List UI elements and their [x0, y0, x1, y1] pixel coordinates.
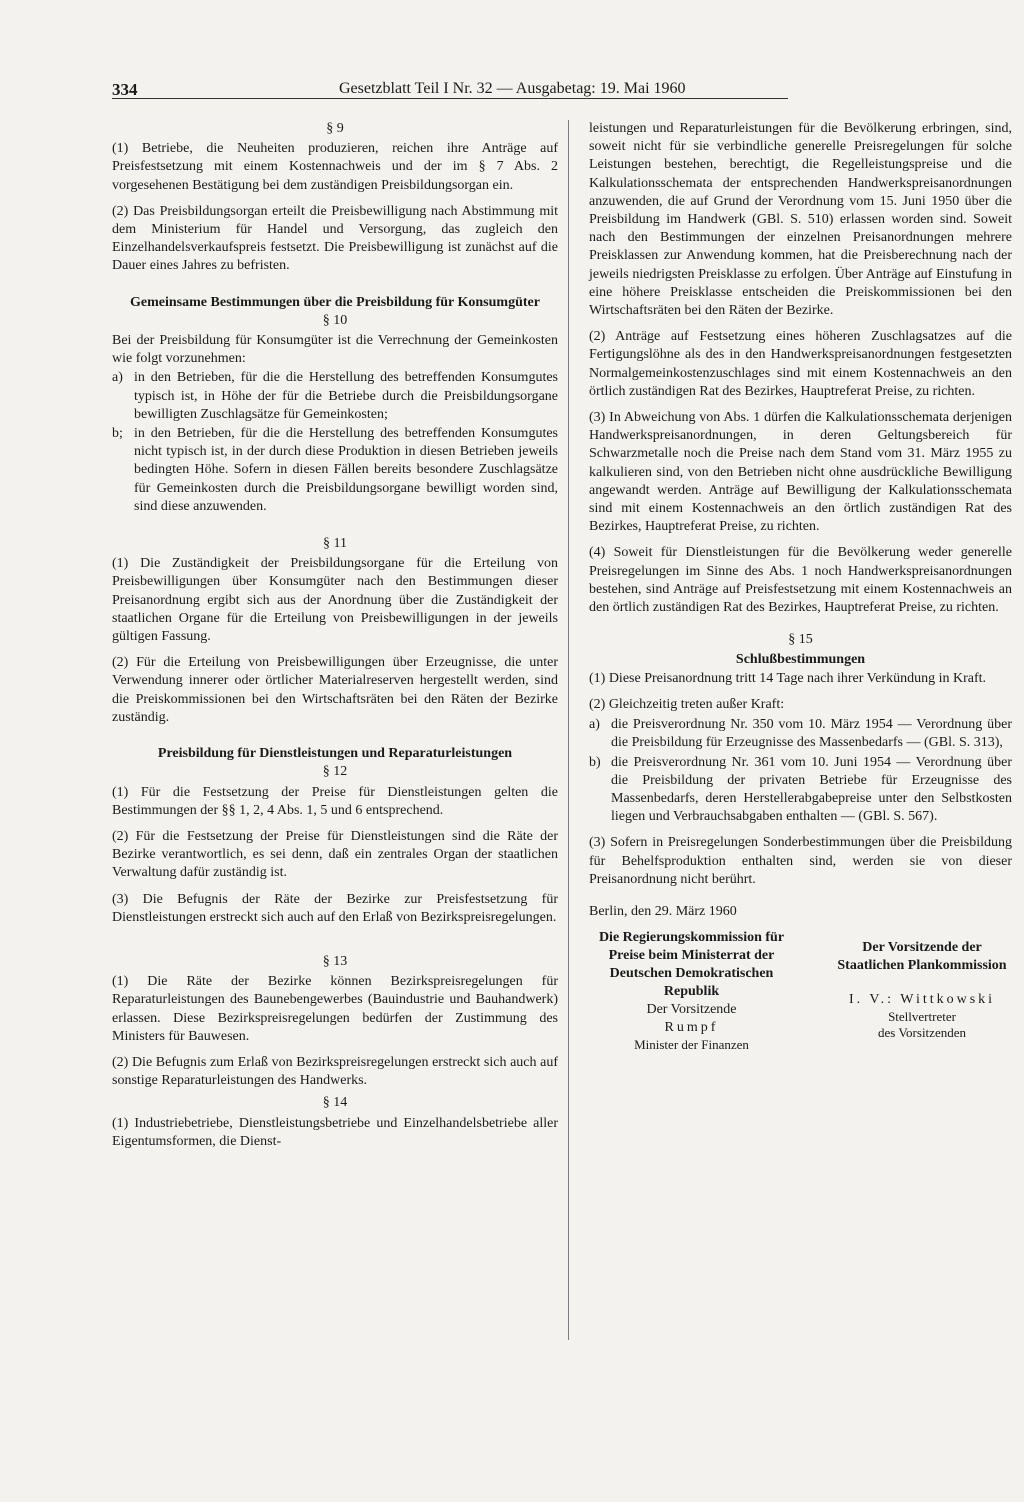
signature-role: Der Vorsitzende: [646, 1002, 737, 1018]
spacer: [112, 935, 558, 949]
section-10-heading: § 10: [322, 312, 348, 328]
heading-schlussbestimmungen: Schlußbestimmungen: [735, 652, 866, 668]
paragraph: (2) Das Preisbildungsorgan erteilt die Preisbewilligung nach Abstimmung mit dem Ministerium für Handel und Versorgung, das zugleich den Einzelhandelsverkaufspreis festsetzt. Die Preisbewilligung ist zunächst auf die Dauer eines Jahres zu befristen.: [112, 203, 558, 274]
paragraph: (3) Sofern in Preisregelungen Sonderbestimmungen über die Preisbildung für Behelfsproduktion enthalten sind, werden sie von dieser Preisanordnung nicht berührt.: [589, 835, 1012, 887]
paragraph: (1) Die Räte der Bezirke können Bezirkspreisregelungen für Reparaturleistungen des Baunebengewerbes (Bauindustrie und Bauhandwerk) erlassen. Diese Bezirkspreisregelungen bedürfen der Zustimmung des Ministers für Bauwesen.: [112, 974, 558, 1044]
list-label: b;: [112, 426, 123, 442]
heading-dienstleistungen: Preisbildung für Dienstleistungen und Reparaturleistungen: [157, 746, 513, 762]
paragraph: (1) Industriebetriebe, Dienstleistungsbetriebe und Einzelhandelsbetriebe aller Eigentumsformen, die Dienst-: [112, 1115, 558, 1149]
signature-title: Minister der Finanzen: [634, 1037, 749, 1053]
signature-date: Berlin, den 29. März 1960: [589, 903, 737, 919]
signature-left: [589, 929, 794, 1053]
signature-block: [589, 929, 1012, 1053]
left-column: [112, 120, 558, 1159]
signature-name: Rumpf: [664, 1020, 719, 1036]
signature-title: Stellvertreter: [888, 1009, 956, 1025]
list-item: [112, 425, 558, 516]
signature-organization: Die Regierungskommission für Preise beim Ministerrat der Deutschen Demokratischen Republik: [598, 930, 785, 1000]
list-item: [589, 754, 1012, 827]
paragraph: (2) Anträge auf Festsetzung eines höheren Zuschlagsatzes auf die Fertigungslöhne als des in den Handwerkspreisanordnungen festgesetzten Normalgemeinkostenzuschlages sind mit einem Kostennachweis an den örtlich zuständigen Rat des Bezirkes, Hauptreferat Preise, zu richten.: [589, 329, 1012, 399]
paragraph: (2) Gleichzeitig treten außer Kraft:: [589, 696, 785, 712]
list-item: [112, 369, 558, 424]
section-13-heading: § 13: [322, 953, 348, 969]
paragraph: (1) Diese Preisanordnung tritt 14 Tage nach ihrer Verkündung in Kraft.: [589, 670, 987, 686]
paragraph: (1) Die Zuständigkeit der Preisbildungsorgane für die Erteilung von Preisbewilligungen über Konsumgüter nach den Bestimmungen dieser Preisanordnung ergibt sich aus der Anordnung über die Zuständigkeit der staatlichen Organe für die Erteilung von Preisbewilligungen in der jeweils gültigen Fassung.: [112, 556, 558, 645]
section-14-heading: § 14: [322, 1095, 348, 1111]
list-label: a): [589, 717, 600, 733]
paragraph: (1) Für die Festsetzung der Preise für Dienstleistungen gelten die Bestimmungen der §§ 1, 2, 4 Abs. 1, 5 und 6 entsprechend.: [112, 784, 558, 818]
signature-title: des Vorsitzenden: [878, 1025, 966, 1041]
section-11-heading: § 11: [323, 536, 347, 552]
page-number: 334: [112, 80, 138, 99]
list-text: in den Betrieben, für die die Herstellung des betreffenden Konsumgutes typisch ist, in Höhe der für die Betriebe durch die Preisbildungsorgane bewilligten Zuschlagsätze für Gemeinkosten;: [134, 370, 558, 422]
spacer: [112, 517, 558, 531]
section-12-heading: § 12: [322, 764, 348, 780]
right-column: [589, 120, 1012, 1053]
signature-name: I. V.: Wittkowski: [848, 992, 996, 1008]
list-text: die Preisverordnung Nr. 361 vom 10. Juni 1954 — Verordnung über die Preisbildung der privaten Betriebe für Erzeugnisse des Massenbedarfs, deren Herstellerabgabepreise unter den Selbstkosten liegen und Verbrauchsabgaben enthalten — (GBl. S. 567).: [611, 754, 1012, 825]
signature-right: [832, 939, 1012, 1053]
section-15-heading: § 15: [788, 632, 813, 648]
paragraph: (1) Betriebe, die Neuheiten produzieren, reichen ihre Anträge auf Preisfestsetzung mit einem Kostennachweis und der im § 7 Abs. 2 vorgesehenen Bestätigung bei dem zuständigen Preisbildungsorgan ein.: [112, 141, 558, 193]
list-label: b): [589, 754, 601, 770]
list-item: [589, 716, 1012, 752]
list-text: in den Betrieben, für die die Herstellung des betreffenden Konsumgutes nicht typisch ist, in der durch diese Produktion in diesen Betrieben jeweils bedingten Höhe. Sofern in diesen Fällen bereits besondere Zuschlagsätze für Gemeinkosten durch die Preisbildungsorgane bewilligt worden sind, sind diese anzuwenden.: [134, 426, 558, 514]
column-divider: [568, 120, 569, 1340]
paragraph: leistungen und Reparaturleistungen für die Bevölkerung erbringen, sind, soweit nicht für sie verbindliche generelle Preisregelungen für solche Leistungen bestehen, berechtigt, die Regelleistungspreise und die Kalkulationsschemata der entsprechenden Handwerkspreisanordnungen anzuwenden, die auf Grund der Verordnung vom 15. Juni 1950 über die Preisbildung im Handwerk (GBl. S. 510) erlassen worden sind. Soweit nach den Bestimmungen der einzelnen Preisanordnungen mehrere Preisklassen zur Anwendung kommen, hat die Preisberechnung nach der jeweils niedrigsten Preisklasse zu erfolgen. Über Anträge auf Einstufung in eine höhere Preisklasse entscheiden die Preiskommissionen bei den Wirtschaftsräten bei den Räten der Bezirke.: [589, 121, 1012, 319]
heading-konsumgueter: Gemeinsame Bestimmungen über die Preisbildung für Konsumgüter: [130, 294, 540, 310]
list-text: die Preisverordnung Nr. 350 vom 10. März 1954 — Verordnung über die Preisbildung für Erzeugnisse des Massenbedarfs — (GBl. S. 313),: [611, 717, 1012, 751]
section-9-heading: § 9: [326, 121, 344, 136]
paragraph: (3) In Abweichung von Abs. 1 dürfen die Kalkulationsschemata derjenigen Handwerkspreisanordnungen, in deren Geltungsbereich für Schwarzmetalle noch die Preise nach dem Stand vom 31. März 1955 zu kalkulieren sind, von den Betrieben nicht ohne ausdrückliche Bewilligung angewandt werden. Anträge auf Bewilligung der Kalkulationsschemata sind mit einem Kostennachweis an den örtlich zuständigen Rat des Bezirkes, Hauptreferat Preise, zu richten.: [589, 410, 1012, 535]
header-rule: [112, 98, 788, 99]
header-title: Gesetzblatt Teil I Nr. 32 — Ausgabetag: 19. Mai 1960: [339, 80, 686, 97]
paragraph: (2) Für die Erteilung von Preisbewilligungen über Erzeugnisse, die unter Verwendung innerer oder örtlicher Materialreserven hergestellt werden, sind die Preiskommissionen bei den Wirtschaftsräten bei den Räten der Bezirke zuständig.: [112, 655, 558, 725]
signature-organization: Der Vorsitzende der Staatlichen Plankommission: [837, 940, 1007, 974]
paragraph: (3) Die Befugnis der Räte der Bezirke zur Preisfestsetzung für Dienstleistungen erstreckt sich auch auf den Erlaß von Bezirkspreisregelungen.: [112, 891, 558, 925]
paragraph: (4) Soweit für Dienstleistungen für die Bevölkerung weder generelle Preisregelungen im Sinne des Abs. 1 noch Handwerkspreisanordnungen bestehen, sind Anträge auf Preisfestsetzung mit einem Kostennachweis an den örtlich zuständigen Rat des Bezirkes, Hauptreferat Preise, zu richten.: [589, 545, 1012, 616]
list-label: a): [112, 370, 123, 386]
paragraph: (2) Für die Festsetzung der Preise für Dienstleistungen sind die Räte der Bezirke verantwortlich, es sei denn, daß ein zentrales Organ der staatlichen Verwaltung dafür zuständig ist.: [112, 828, 558, 881]
paragraph: (2) Die Befugnis zum Erlaß von Bezirkspreisregelungen erstreckt sich auch auf sonstige Reparaturleistungen des Handwerks.: [112, 1054, 558, 1089]
paragraph: Bei der Preisbildung für Konsumgüter ist die Verrechnung der Gemeinkosten wie folgt vorzunehmen:: [112, 333, 558, 367]
page-header: [112, 80, 686, 100]
